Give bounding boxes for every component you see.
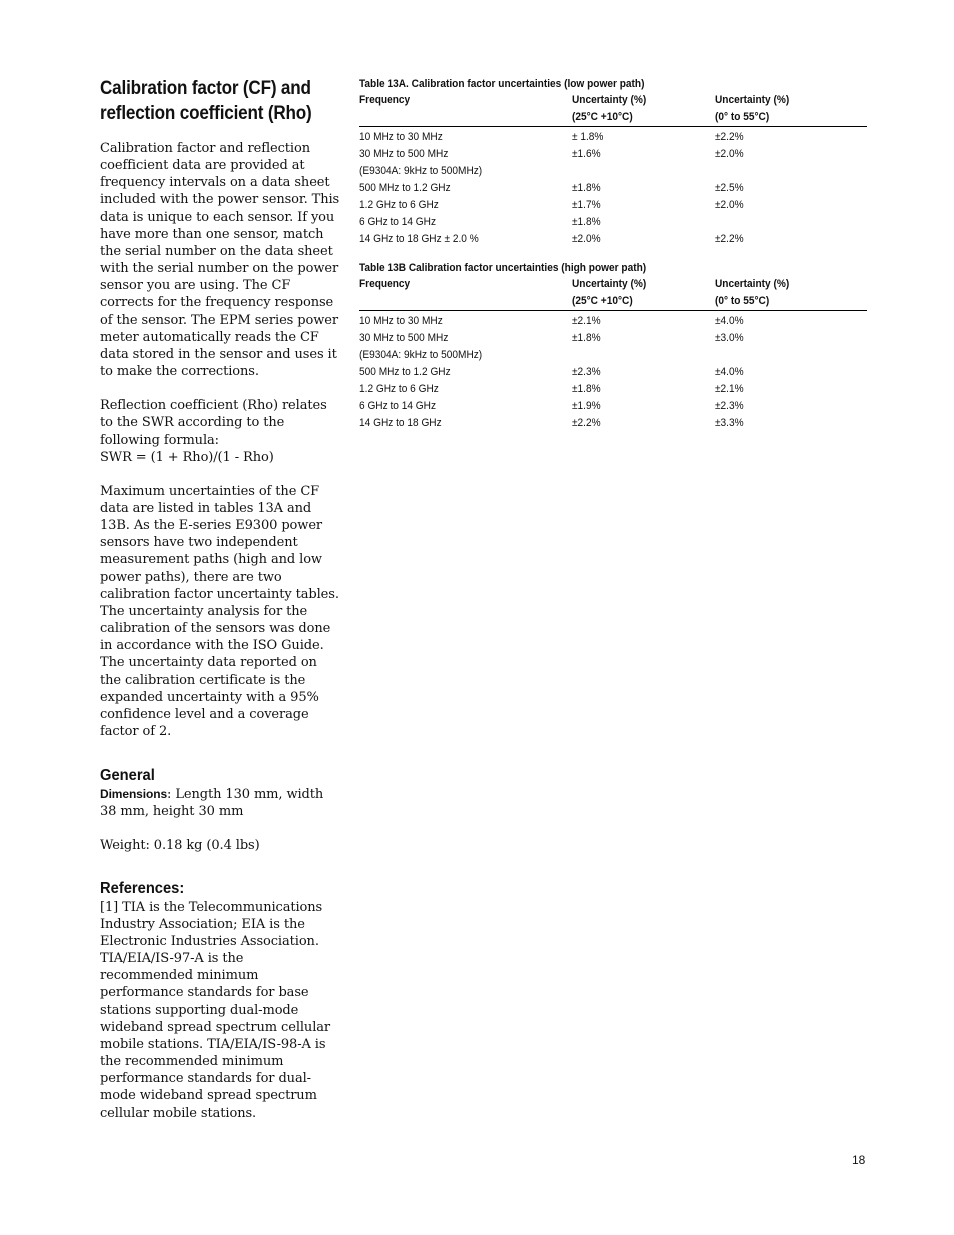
table-cell [359,415,572,432]
table-row [359,127,867,147]
cell-text: 14 GHz to 18 GHz [359,417,442,429]
cell-text: ±2.1% [572,315,601,327]
table-cell [572,163,715,180]
table-header-cell [572,293,715,311]
dimensions-line [100,786,340,820]
cell-text: ±1.8% [572,182,601,194]
uncertainty-paragraph: Maximum uncertainties of the CF data are listed in tables 13A and 13B. As the E-series E9300 power sensors have two independent measurement paths (high and low power paths), there are two calibration factor uncertainty tables. The uncertainty analysis for the calibration of the sensors was done in accordance with the ISO Guide. The uncertainty data reported on the calibration certificate is the expanded uncertainty with a 95% confidence level and a coverage factor of 2. [100,483,339,739]
table-cell [715,330,867,347]
table-cell [359,311,572,331]
cell-text: 30 MHz to 500 MHz [359,148,449,160]
table-13a-title: Table 13A. Calibration factor uncertainties (low power path) [359,78,645,90]
table-cell [715,180,867,197]
table-cell [572,415,715,432]
cell-text: ± 1.8% [572,131,604,143]
rho-text: Reflection coefficient (Rho) relates to the SWR according to the following formula: [100,398,327,448]
right-column [359,77,867,432]
table-cell [572,364,715,381]
table-cell [572,127,715,147]
rho-paragraph [100,397,340,466]
table-header-cell [715,276,867,293]
reference-1: [1] TIA is the Telecommunications Industry Association; EIA is the Electronic Industries Association. TIA/EIA/IS-97-A is the recommended minimum performance standards for base stations supporting dual-mode wideband spread spectrum cellular mobile stations. TIA/EIA/IS-98-A is the recommended minimum performance standards for dual-mode wideband spread spectrum cellular mobile stations. [100,899,331,1121]
cell-text: 6 GHz to 14 GHz [359,400,437,412]
cell-text: ±2.0% [572,233,601,245]
table-row [359,311,867,331]
table-cell [715,415,867,432]
cell-text: ±1.8% [572,383,601,395]
table-row [359,214,867,231]
table-cell [572,347,715,364]
cell-text: ±1.8% [572,332,601,344]
left-column [100,76,340,1139]
cell-text: (25°C +10°C) [572,111,633,123]
table-row [359,330,867,347]
table-cell [715,231,867,248]
table-cell [715,214,867,231]
table-cell [359,364,572,381]
table-row [359,197,867,214]
table-header-cell [715,293,867,311]
table-cell [359,381,572,398]
table-cell [359,146,572,163]
cell-text: 500 MHz to 1.2 GHz [359,182,451,194]
cell-text: ±1.8% [572,216,601,228]
table-subheader-row [359,109,867,127]
cell-text: Frequency [359,278,411,290]
table-row [359,146,867,163]
cell-text: ±2.2% [715,233,744,245]
cell-text: ±3.3% [715,417,744,429]
cell-text: (E9304A: 9kHz to 500MHz) [359,349,483,361]
cell-text: Uncertainty (%) [715,278,790,290]
weight-line: Weight: 0.18 kg (0.4 lbs) [100,838,260,854]
table-row [359,381,867,398]
table-cell [715,381,867,398]
cell-text: ±2.1% [715,383,744,395]
cell-text: Uncertainty (%) [572,278,647,290]
dimensions-label: Dimensions [100,787,168,802]
table-header-cell [359,276,572,293]
cell-text: 1.2 GHz to 6 GHz [359,199,439,211]
table-cell [715,127,867,147]
cell-text: (0° to 55°C) [715,295,770,307]
cell-text: ±2.3% [715,400,744,412]
cell-text: ±2.5% [715,182,744,194]
table-cell [359,163,572,180]
dimensions-value: : Length 130 mm, width 38 mm, height 30 mm [100,787,324,820]
table-header-cell [359,293,572,311]
table-cell [572,231,715,248]
table-13a [359,92,867,248]
cell-text: ±1.6% [572,148,601,160]
page-number: 18 [852,1153,866,1167]
table-cell [359,231,572,248]
cell-text: ±1.9% [572,400,601,412]
table-cell [715,146,867,163]
cell-text: ±2.3% [572,366,601,378]
cell-text: 500 MHz to 1.2 GHz [359,366,451,378]
cell-text: (E9304A: 9kHz to 500MHz) [359,165,483,177]
table-cell [572,146,715,163]
cell-text: ±4.0% [715,366,744,378]
table-cell [572,214,715,231]
cell-text: Uncertainty (%) [572,94,647,106]
table-header-row [359,276,867,293]
table-row [359,415,867,432]
cell-text: ±4.0% [715,315,744,327]
table-cell [359,197,572,214]
cell-text: ±1.7% [572,199,601,211]
table-cell [359,398,572,415]
cell-text: ±2.0% [715,199,744,211]
table-row [359,231,867,248]
table-cell [715,364,867,381]
cell-text: 10 MHz to 30 MHz [359,131,443,143]
table-13b-title: Table 13B Calibration factor uncertainties (high power path) [359,262,647,274]
table-cell [572,398,715,415]
table-header-cell [715,92,867,109]
table-cell [359,180,572,197]
table-13b [359,276,867,432]
table-cell [572,330,715,347]
cell-text: ±2.0% [715,148,744,160]
table-header-cell [359,109,572,127]
table-header-cell [715,109,867,127]
table-header-cell [359,92,572,109]
table-row [359,398,867,415]
cell-text: (25°C +10°C) [572,295,633,307]
cell-text: Uncertainty (%) [715,94,790,106]
table-row [359,180,867,197]
cell-text: 1.2 GHz to 6 GHz [359,383,439,395]
table-cell [715,347,867,364]
cell-text: Frequency [359,94,411,106]
cell-text: 30 MHz to 500 MHz [359,332,449,344]
table-header-cell [572,109,715,127]
swr-formula: SWR = (1 + Rho)/(1 - Rho) [100,449,274,465]
table-cell [572,381,715,398]
table-subheader-row [359,293,867,311]
table-row [359,163,867,180]
cell-text: 10 MHz to 30 MHz [359,315,443,327]
table-cell [359,127,572,147]
table-row [359,347,867,364]
cell-text: ±2.2% [715,131,744,143]
table-cell [572,311,715,331]
cf-paragraph: Calibration factor and reflection coefficient data are provided at frequency intervals on a data sheet included with the power sensor. This data is unique to each sensor. If you have more than one sensor, match the serial number on the data sheet with the serial number on the power sensor you are using. The CF corrects for the frequency response of the sensor. The EPM series power meter automatically reads the CF data stored in the sensor and uses it to make the corrections. [100,141,340,380]
table-cell [715,163,867,180]
cell-text: 6 GHz to 14 GHz [359,216,437,228]
table-cell [359,347,572,364]
cell-text: 14 GHz to 18 GHz ± 2.0 % [359,233,479,245]
cell-text: ±3.0% [715,332,744,344]
table-header-cell [572,276,715,293]
cell-text: ±2.2% [572,417,601,429]
table-cell [359,214,572,231]
cell-text: (0° to 55°C) [715,111,770,123]
table-header-cell [572,92,715,109]
table-row [359,364,867,381]
table-cell [715,398,867,415]
section-title: Calibration factor (CF) and reflection coefficient (Rho) [100,78,312,124]
table-cell [572,197,715,214]
table-cell [572,180,715,197]
references-heading: References: [100,879,185,897]
table-cell [715,311,867,331]
table-cell [359,330,572,347]
general-heading: General [100,767,155,785]
table-cell [715,197,867,214]
table-header-row [359,92,867,109]
